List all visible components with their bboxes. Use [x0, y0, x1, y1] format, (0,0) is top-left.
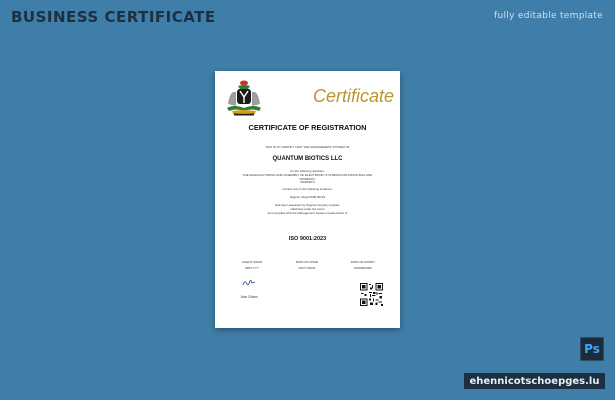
certificate-sheet	[215, 71, 400, 328]
signature-icon	[241, 278, 257, 288]
column-value: DD/MM/2025	[354, 266, 372, 270]
template-tagline: fully editable template	[494, 11, 603, 21]
date-of-issue-column	[282, 259, 332, 271]
coat-of-arms-icon	[224, 80, 264, 116]
client-since-column	[227, 259, 277, 271]
preface-text: THIS IS TO CERTIFY THAT THE MANAGEMENT SYSTEM OF	[265, 145, 350, 149]
page-title: BUSINESS CERTIFICATE	[11, 8, 216, 26]
location-intro: Limited only to the following locations:	[282, 187, 333, 191]
assessment-line: and complies with the Management System requirements of	[267, 210, 348, 215]
signer-name: John Citizen	[240, 295, 258, 299]
photoshop-icon: Ps	[580, 337, 604, 361]
qr-code-icon	[360, 283, 383, 306]
scope-line: DOMESTIC	[299, 176, 316, 181]
assessment-line: Has been assessed by Nigeria company register,	[274, 203, 341, 207]
assessment-block	[229, 204, 386, 215]
column-label: CLIENT SINCE	[241, 260, 263, 264]
registration-title: CERTIFICATE OF REGISTRATION	[248, 123, 367, 132]
location-text: Nigeria, Abuja PMB 00133	[289, 195, 326, 199]
column-value: MM/YYYY	[245, 266, 259, 270]
company-name: QUANTUM BIOTICS LLC	[272, 156, 343, 162]
scope-line: THE MANUFACTURING AND ASSEMBLY OF ELECTRONIC SYSTEMS FOR INDUSTRIAL AND	[242, 172, 373, 177]
date-of-expiry-column	[338, 259, 388, 271]
column-value: DD/YY/2023	[298, 266, 316, 270]
iso-standard: ISO 9001:2023	[288, 236, 327, 242]
scope-block	[229, 170, 386, 185]
assessment-line: satisfying under the terms	[290, 206, 325, 211]
watermark-banner: ehennicotschoepges.lu	[464, 373, 605, 389]
scope-line: for the following activities:	[290, 169, 325, 173]
scope-line: MARKETS	[300, 180, 315, 185]
column-label: DATE OF ISSUE	[295, 260, 319, 264]
column-label: DATE OF EXPIRY	[350, 260, 376, 264]
certificate-heading: Certificate	[312, 86, 394, 106]
